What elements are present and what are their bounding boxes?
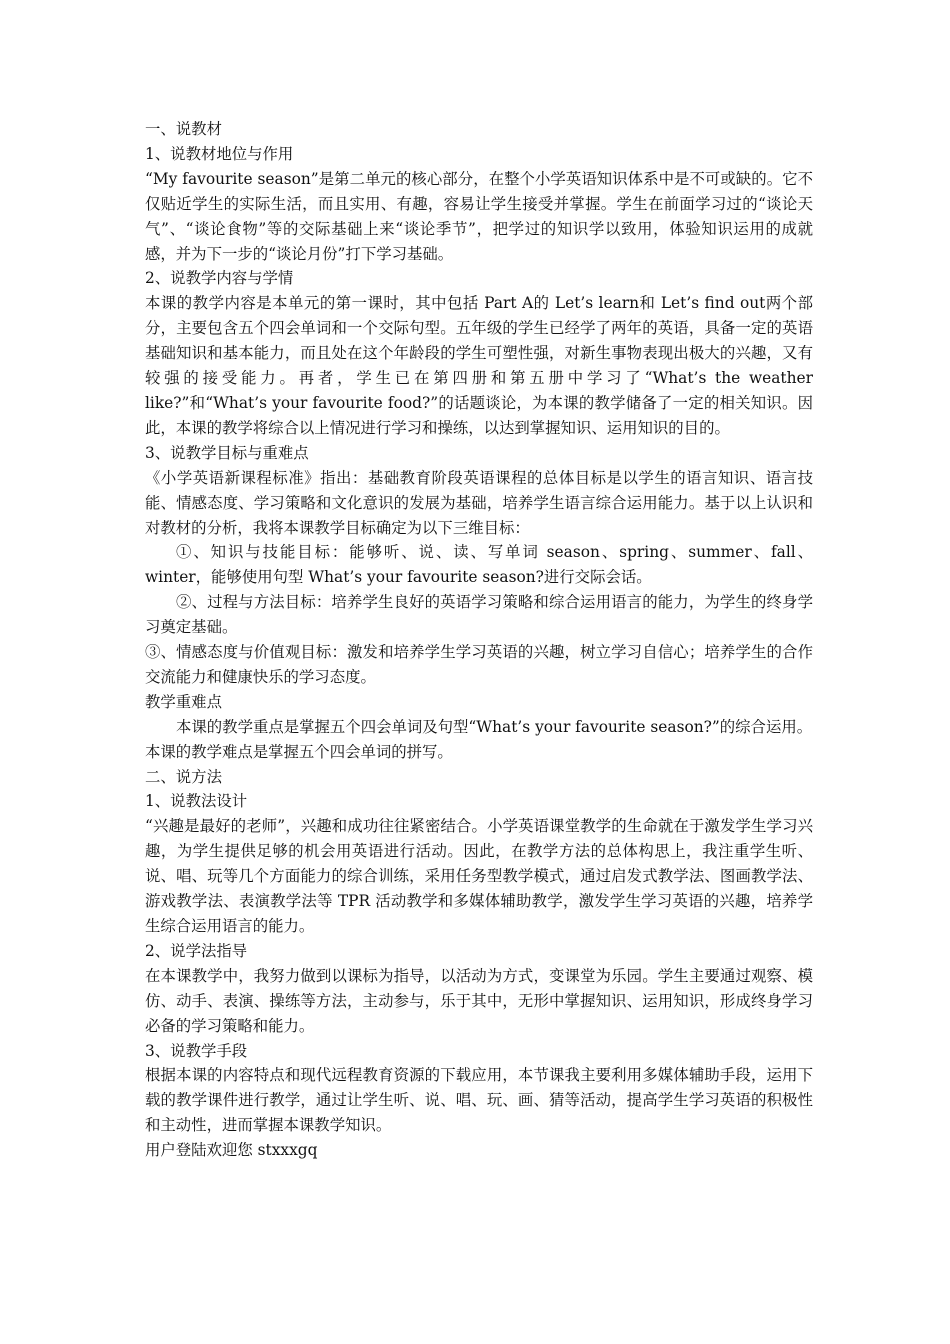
subheading-key-points: 教学重难点 [145, 692, 222, 711]
subheading-teaching-means: 3、说教学手段 [145, 1041, 248, 1060]
section-heading-methods: 二、说方法 [145, 767, 222, 786]
paragraph-teaching-means: 根据本课的内容特点和现代远程教育资源的下载应用，本节课我主要利用多媒体辅助手段，运用下载的教学课件进行教学，通过让学生听、说、唱、玩、画、猜等活动，提高学生学习英语的积极性和主动性，进而掌握本课教学知识。 [145, 1066, 813, 1135]
objective-process-methods: ②、过程与方法目标：培养学生良好的英语学习策略和综合运用语言的能力，为学生的终身学习奠定基础。 [145, 593, 813, 637]
document-page [145, 117, 813, 1163]
paragraph-learning-method: 在本课教学中，我努力做到以课标为指导，以活动为方式，变课堂为乐园。学生主要通过观察、模仿、动手、表演、操练等方法，主动参与，乐于其中，无形中掌握知识、运用知识，形成终身学习必备的学习策略和能力。 [145, 966, 813, 1035]
paragraph-teaching-method: “兴趣是最好的老师”，兴趣和成功往往紧密结合。小学英语课堂教学的生命就在于激发学生学习兴趣，为学生提供足够的机会用英语进行活动。因此，在教学方法的总体构思上，我注重学生听、说、唱、玩等几个方面能力的综合训练，采用任务型教学模式，通过启发式教学法、图画教学法、游戏教学法、表演教学法等 TPR 活动教学和多媒体辅助教学，激发学生学习英语的兴趣，培养学生综合运用语言的能力。 [145, 817, 813, 935]
paragraph-material-role: “My favourite season”是第二单元的核心部分，在整个小学英语知识体系中是不可或缺的。它不仅贴近学生的实际生活，而且实用、有趣，容易让学生接受并掌握。学生在前面学习过的“谈论天气”、“谈论食物”等的交际基础上来“谈论季节”，把学过的知识学以致用，体验知识运用的成就感，并为下一步的“谈论月份”打下学习基础。 [145, 169, 813, 263]
footer-user-welcome: 用户登陆欢迎您 stxxxgq [145, 1141, 318, 1160]
subheading-content-and-learners: 2、说教学内容与学情 [145, 269, 294, 288]
subheading-objectives: 3、说教学目标与重难点 [145, 443, 309, 462]
paragraph-content-and-learners: 本课的教学内容是本单元的第一课时，其中包括 Part A的 Let’s learn和 Let’s find out两个部分，主要包含五个四会单词和一个交际句型。五年级的学生已经学了两年的英语，具备一定的英语基础知识和基本能力，而且处在这个年龄段的学生可塑性强，对新生事物表现出极大的兴趣，又有较强的接受能力。再者，学生已在第四册和第五册中学习了“What’s the weather like?”和“What’s your favourite food?”的话题谈论，为本课的教学储备了一定的相关知识。因此，本课的教学将综合以上情况进行学习和操练，以达到掌握知识、运用知识的目的。 [145, 294, 813, 437]
objective-knowledge-skills: ①、知识与技能目标：能够听、说、读、写单词 season、spring、summer、fall、winter，能够使用句型 What’s your favourite season?进行交际会话。 [145, 543, 813, 587]
section-heading-teaching-material: 一、说教材 [145, 120, 222, 138]
subheading-teaching-method: 1、说教法设计 [145, 792, 248, 811]
objective-attitude-values: ③、情感态度与价值观目标：激发和培养学生学习英语的兴趣，树立学习自信心；培养学生的合作交流能力和健康快乐的学习态度。 [145, 643, 813, 686]
paragraph-key-point: 本课的教学重点是掌握五个四会单词及句型“What’s your favourite season?”的综合运用。 [176, 717, 813, 736]
subheading-material-role: 1、说教材地位与作用 [145, 144, 294, 163]
subheading-learning-method: 2、说学法指导 [145, 941, 248, 960]
paragraph-curriculum-standard: 《小学英语新课程标准》指出：基础教育阶段英语课程的总体目标是以学生的语言知识、语言技能、情感态度、学习策略和文化意识的发展为基础，培养学生语言综合运用能力。基于以上认识和对教材的分析，我将本课教学目标确定为以下三维目标： [145, 468, 813, 537]
paragraph-difficult-point: 本课的教学难点是掌握五个四会单词的拼写。 [145, 742, 453, 761]
